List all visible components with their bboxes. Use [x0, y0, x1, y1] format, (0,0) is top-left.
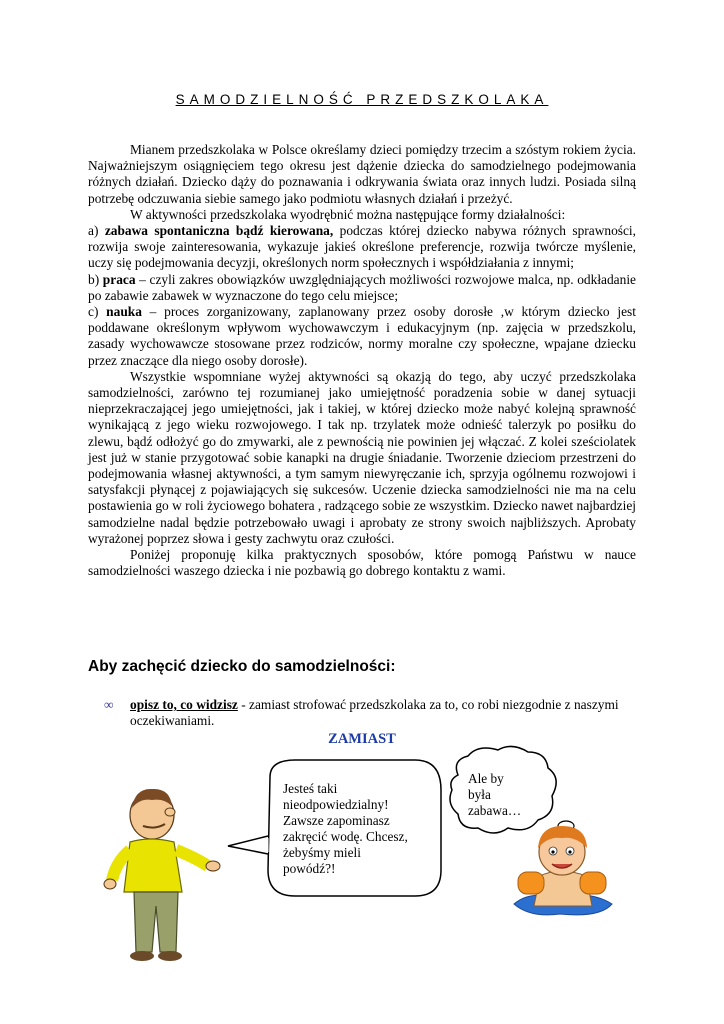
intro-paragraph: Mianem przedszkolaka w Polsce określamy dzieci pomiędzy trzecim a szóstym rokiem życia. Najważniejszym osiągnięciem tego okresu jest dążenie dziecka do samodzielnego podejmowania różnych działań. Dziecko dąży do poznawania i odkrywania świata oraz innych ludzi. Posiada silną potrzebę odczuwania siebie samego jako podmiotu własnych działań i przeżyć. [88, 142, 636, 206]
item-c: c) nauka – proces zorganizowany, zaplanowany przez osoby dorosłe ,w którym dziecko jest poddawane określonym wpływom wychowawczym i edukacyjnym (np. zajęcia w przedszkolu, zasady wychowawcze stosowane przez rodziców, normy moralne czy społeczne, wpajane dziecku przez znaczące dla niego osoby dorosłe). [88, 304, 636, 368]
infinity-bullet-icon: ∞ [104, 697, 114, 712]
child-thought-text: Ale by była zabawa… [468, 771, 522, 818]
item-a: a) zabawa spontaniczna bądź kierowana, podczas której dziecko nabywa różnych sprawności, rozwija swoje zainteresowania, wykazuje jakieś określone preferencje, rozwija twórcze myślenie, uczy się podejmowania decyzji, określonych norm społecznych i współdziałania z innymi; [88, 223, 636, 271]
page-title: SAMODZIELNOŚĆ PRZEDSZKOLAKA [175, 92, 549, 107]
item-b: b) praca – czyli zakres obowiązków uwzględniających możliwości rozwojowe malca, np. odkładanie po zabawie zabawek w wyznaczone do tego celu miejsce; [88, 271, 636, 303]
adult-man-illustration [104, 789, 220, 961]
paragraph-activities: Wszystkie wspomniane wyżej aktywności są okazją do tego, aby uczyć przedszkolaka samodzielności, zarówno tej rozumianej jako umiejętność poradzenia sobie w danej sytuacji nieprzekraczającej jego umiejętności, jak i takiej, w której dziecko może nabyć kolejną sprawność wynikającą z jego wieku rozwojowego. I tak np. trzylatek może odnieść talerzyk po posiłku do zlewu, bądź odłożyć go do zmywarki, ale z pewnością nie powinien jej włączać. Z kolei sześciolatek jest już w stanie przygotować sobie kanapki na drugie śniadanie. Tworzenie dzieciom przestrzeni do podejmowania własnej aktywności, a tym samym niewyręczanie ich, sprzyja ogólnemu rozwojowi i satysfakcji płynącej z pojawiających się sukcesów. Uczenie dziecka samodzielności nie ma na celu postawienia go w roli życiowego bohatera , radzącego sobie ze wszystkim. Dziecko nawet najbardziej samodzielne nadal będzie potrzebowało uwagi i aprobaty ze strony swoich najbliższych. Aprobaty wyrażonej poprzez słowa i gesty zachwytu oraz czułości. [88, 368, 636, 546]
paragraph-methods: Poniżej proponuję kilka praktycznych sposobów, które pomogą Państwu w nauce samodzielności waszego dziecka i nie pozbawią go dobrego kontaktu z wami. [88, 547, 636, 579]
zamiast-label: ZAMIAST [328, 731, 396, 747]
activities-intro: W aktywności przedszkolaka wyodrębnić można następujące formy działalności: [130, 206, 566, 222]
bullet-text: opisz to, co widzisz - zamiast strofować przedszkolaka za to, co robi niezgodnie z naszymi oczekiwaniami. [130, 697, 619, 728]
adult-speech-text: Jesteś taki nieodpowiedzialny! Zawsze zapominasz zakręcić wodę. Chcesz, żebyśmy mieli powódź?! [283, 781, 408, 876]
child-in-water-illustration [514, 826, 612, 915]
section-heading: Aby zachęcić dziecko do samodzielności: [88, 658, 396, 675]
bullet-link: opisz to, co widzisz [130, 697, 238, 712]
